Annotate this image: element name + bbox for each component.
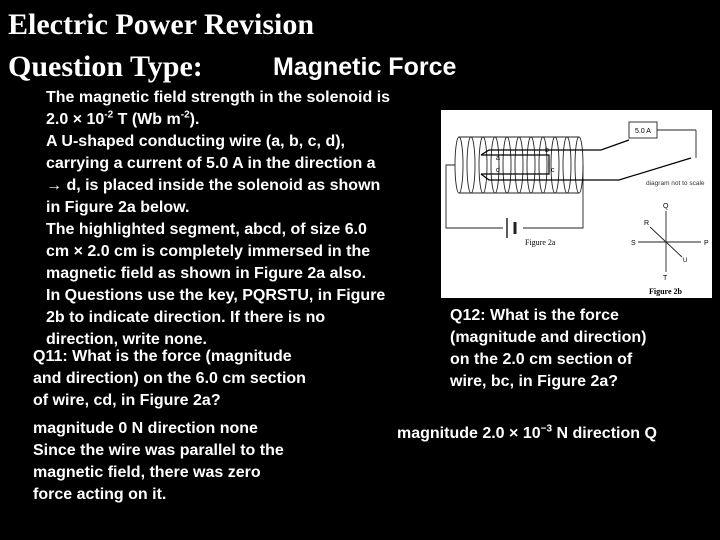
wire-label-c: c bbox=[551, 167, 555, 174]
wire-label-a: a bbox=[496, 155, 500, 162]
intro-line: A U-shaped conducting wire (a, b, c, d), bbox=[46, 133, 345, 150]
slide-subtitle: Magnetic Force bbox=[273, 53, 457, 81]
key-label-p: P bbox=[704, 240, 709, 247]
key-label-t: T bbox=[663, 275, 668, 282]
intro-line: in Figure 2a below. bbox=[46, 199, 190, 216]
figure-2a-label: Figure 2a bbox=[525, 238, 556, 247]
intro-line: cm × 2.0 cm is completely immersed in the bbox=[46, 243, 371, 260]
intro-line: 2b to indicate direction. If there is no bbox=[46, 309, 326, 326]
solenoid-figure bbox=[441, 110, 712, 298]
intro-line: $2.0 \times 10^{-2}$ T (Wb $m^{-2}$). bbox=[46, 109, 200, 128]
intro-line: The magnetic field strength in the solenoid is bbox=[46, 89, 391, 106]
key-label-q: Q bbox=[663, 203, 669, 210]
intro-line: → d, is placed inside the solenoid as shown bbox=[46, 177, 381, 194]
solenoid-coil bbox=[455, 137, 583, 193]
u-shaped-wire bbox=[481, 140, 691, 180]
intro-line: The highlighted segment, abcd, of size 6.0 bbox=[46, 221, 367, 238]
key-label-r: R bbox=[644, 220, 650, 227]
wire-label-d: d bbox=[496, 167, 500, 174]
wire-label-b: b bbox=[545, 147, 549, 154]
ammeter-label: 5.0 A bbox=[635, 128, 651, 135]
intro-paragraph bbox=[46, 87, 436, 351]
intro-line: direction, write none. bbox=[46, 331, 207, 348]
slide-question-type: Question Type: bbox=[8, 50, 203, 83]
intro-line: magnetic field as shown in Figure 2a also. bbox=[46, 265, 367, 282]
figure-2b-label: Figure 2b bbox=[649, 287, 682, 296]
question-12: Q12: What is the force (magnitude and direction) on the 2.0 cm section of wire, bc, in Figure 2a? bbox=[450, 307, 647, 390]
solenoid-circuit bbox=[446, 165, 583, 238]
answer-12: magnitude $2.0 \times 10^{-3}$ N direction Q bbox=[397, 423, 657, 442]
key-label-u: U bbox=[683, 258, 688, 264]
intro-line: In Questions use the key, PQRSTU, in Figure bbox=[46, 287, 386, 304]
key-label-s: S bbox=[631, 240, 636, 247]
arrow-icon: → bbox=[46, 177, 62, 194]
question-11: Q11: What is the force (magnitude and direction) on the 6.0 cm section of wire, cd, in Figure 2a? bbox=[33, 348, 306, 409]
intro-line: carrying a current of 5.0 A in the direction a bbox=[46, 155, 376, 172]
slide-title: Electric Power Revision bbox=[8, 8, 315, 41]
scale-note: diagram not to scale bbox=[646, 180, 705, 187]
answer-11: magnitude 0 N direction none Since the wire was parallel to the magnetic field, there was zero force acting on it. bbox=[33, 420, 284, 503]
